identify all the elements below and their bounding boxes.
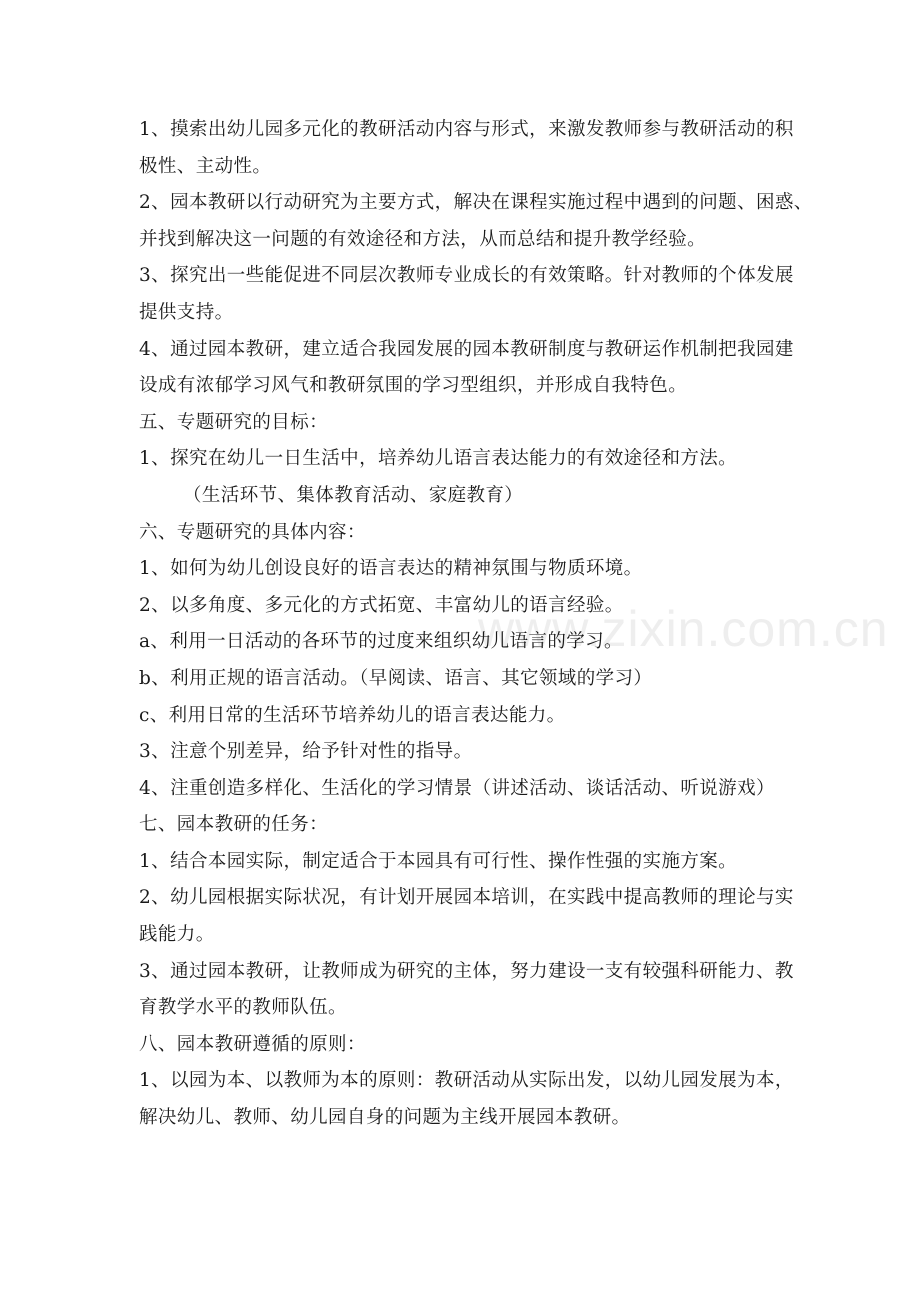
paragraph-line: 3、注意个别差异，给予针对性的指导。 [139, 741, 473, 763]
watermark: www.zixin.com.cn [478, 601, 889, 657]
document-body [139, 112, 813, 1137]
section-heading: 八、园本教研遵循的原则： [139, 1033, 366, 1055]
paragraph-line: 2、以多角度、多元化的方式拓宽、丰富幼儿的语言经验。 [139, 594, 624, 616]
section-heading: 六、专题研究的具体内容： [139, 521, 366, 543]
paragraph-line: 提供支持。 [139, 301, 234, 323]
paragraph-line: 2、幼儿园根据实际状况，有计划开展园本培训，在实践中提高教师的理论与实 [139, 887, 794, 909]
paragraph-line: 1、结合本园实际，制定适合于本园具有可行性、操作性强的实施方案。 [139, 850, 738, 872]
paragraph-line: 1、以园为本、以教师为本的原则：教研活动从实际出发，以幼儿园发展为本， [139, 1070, 794, 1092]
paragraph-line: 践能力。 [139, 924, 215, 946]
paragraph-line: 并找到解决这一问题的有效途径和方法，从而总结和提升教学经验。 [139, 228, 707, 250]
paragraph-line: 设成有浓郁学习风气和教研氛围的学习型组织，并形成自我特色。 [139, 375, 688, 397]
paragraph-line: 3、探究出一些能促进不同层次教师专业成长的有效策略。针对教师的个体发展 [139, 265, 794, 287]
paragraph-line: 1、如何为幼儿创设良好的语言表达的精神氛围与物质环境。 [139, 558, 643, 580]
paragraph-line: 2、园本教研以行动研究为主要方式，解决在课程实施过程中遇到的问题、困惑、 [139, 192, 813, 214]
paragraph-line: 3、通过园本教研，让教师成为研究的主体，努力建设一支有较强科研能力、教 [139, 960, 794, 982]
paragraph-line: 4、通过园本教研，建立适合我园发展的园本教研制度与教研运作机制把我园建 [139, 338, 794, 360]
paragraph-line: 育教学水平的教师队伍。 [139, 997, 347, 1019]
paragraph-line: b、利用正规的语言活动。（早阅读、语言、其它领域的学习） [139, 667, 653, 689]
paragraph-line: 1、探究在幼儿一日生活中，培养幼儿语言表达能力的有效途径和方法。 [139, 448, 738, 470]
paragraph-line: c、利用日常的生活环节培养幼儿的语言表达能力。 [139, 704, 566, 726]
paragraph-line: 1、摸索出幼儿园多元化的教研活动内容与形式，来激发教师参与教研活动的积 [139, 119, 794, 140]
section-heading: 五、专题研究的目标： [139, 411, 329, 433]
paragraph-line: （生活环节、集体教育活动、家庭教育） [183, 484, 524, 506]
paragraph-line: 解决幼儿、教师、幼儿园自身的问题为主线开展园本教研。 [139, 1107, 631, 1129]
paragraph-line: 4、注重创造多样化、生活化的学习情景（讲述活动、谈话活动、听说游戏） [139, 777, 775, 799]
section-heading: 七、园本教研的任务： [139, 814, 329, 836]
paragraph-line: a、利用一日活动的各环节的过度来组织幼儿语言的学习。 [139, 631, 623, 653]
paragraph-line: 极性、主动性。 [139, 155, 272, 177]
